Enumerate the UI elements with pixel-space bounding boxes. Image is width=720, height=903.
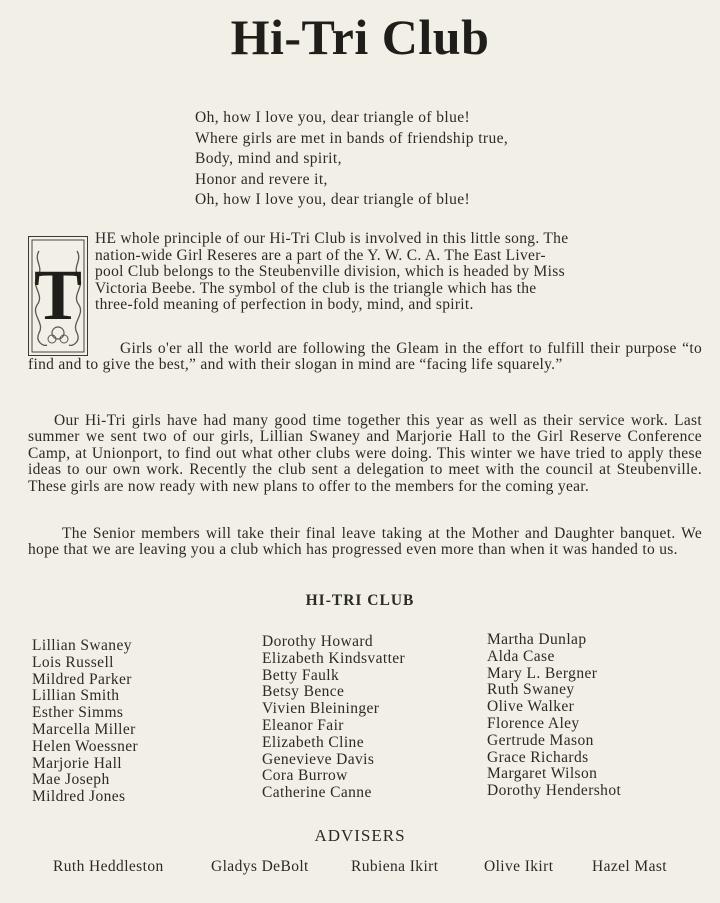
paragraph-intro: [28, 231, 702, 314]
members-column-3: [487, 632, 621, 800]
paragraph-gleam: Girls o'er all the world are following the Gleam in the effort to fulfill their purpose “to find and to give the best,” and with their slogan in mind are “facing life squarely.”: [28, 339, 702, 374]
poem-line: Oh, how I love you, dear triangle of blue!: [195, 109, 471, 126]
member-name: Elizabeth Cline: [262, 733, 364, 751]
paragraph-farewell: The Senior members will take their final leave taking at the Mother and Daughter banquet. We hope that we are leaving you a club which has progressed even more than when it was handed to us.: [28, 524, 702, 559]
member-name: Lillian Smith: [32, 687, 120, 705]
member-name: Mae Joseph: [32, 771, 110, 789]
member-name: Dorothy Howard: [262, 633, 374, 650]
adviser-name: Gladys DeBolt: [211, 858, 309, 875]
adviser-name: Rubiena Ikirt: [351, 858, 439, 875]
member-name: Grace Richards: [487, 748, 589, 766]
text-line: pool Club belongs to the Steubenville division, which is headed by Miss: [95, 263, 565, 281]
member-name: Betsy Bence: [262, 683, 345, 701]
poem-line: Where girls are met in bands of friendship true,: [195, 129, 509, 147]
member-name: Mildred Parker: [32, 670, 132, 688]
member-name: Mildred Jones: [32, 788, 126, 806]
members-column-2: [262, 634, 405, 802]
member-name: Marjorie Hall: [32, 754, 122, 772]
member-name: Eleanor Fair: [262, 716, 344, 734]
member-name: Lois Russell: [32, 653, 114, 671]
member-name: Catherine Canne: [262, 784, 372, 802]
member-name: Cora Burrow: [262, 767, 348, 785]
text-line: Victoria Beebe. The symbol of the club is the triangle which has the: [95, 279, 537, 297]
member-name: Margaret Wilson: [487, 765, 598, 783]
member-name: Betty Faulk: [262, 666, 340, 684]
member-name: Florence Aley: [487, 714, 580, 732]
poem-line: Honor and revere it,: [195, 170, 328, 188]
member-name: Genevieve Davis: [262, 750, 375, 768]
member-name: Alda Case: [487, 647, 555, 665]
members-column-1: [32, 638, 138, 806]
text-line: HE whole principle of our Hi-Tri Club is involved in this little song. The: [95, 230, 569, 247]
adviser-name: Olive Ikirt: [484, 858, 554, 875]
poem-line: Body, mind and spirit,: [195, 150, 342, 168]
adviser-name: Hazel Mast: [592, 858, 668, 875]
member-name: Martha Dunlap: [487, 631, 587, 648]
dropcap-letter: T: [33, 255, 83, 335]
advisers-heading: ADVISERS: [314, 826, 406, 845]
member-name: Helen Woessner: [32, 737, 139, 755]
member-name: Marcella Miller: [32, 720, 136, 738]
member-name: Mary L. Bergner: [487, 664, 598, 682]
poem-line: Oh, how I love you, dear triangle of blue!: [195, 191, 471, 209]
member-name: Esther Simms: [32, 704, 124, 722]
paragraph-activities: Our Hi-Tri girls have had many good time together this year as well as their service work. Last summer we sent two of our girls, Lillian Swaney and Marjorie Hall to the Girl Reserve Conference Camp, at Unionport, to find out what other clubs were doing. This winter we have tried to apply these ideas to our own work. Recently the club sent a delegation to meet with the council at Steubenville. These girls are now ready with new plans to offer to the members for the coming year.: [28, 411, 702, 495]
member-name: Gertrude Mason: [487, 731, 594, 749]
adviser-name: Ruth Heddleston: [53, 858, 164, 875]
member-name: Lillian Swaney: [32, 637, 132, 654]
poem: [195, 108, 508, 211]
text-line: nation-wide Girl Reseres are a part of the Y. W. C. A. The East Liver-: [95, 246, 546, 264]
page-title: Hi-Tri Club: [230, 9, 490, 65]
member-name: Elizabeth Kindsvatter: [262, 649, 406, 667]
text-line: three-fold meaning of perfection in body, mind, and spirit.: [95, 296, 474, 314]
member-name: Olive Walker: [487, 698, 575, 716]
member-name: Ruth Swaney: [487, 681, 575, 699]
members-heading: HI-TRI CLUB: [305, 592, 415, 609]
member-name: Vivien Bleininger: [262, 700, 380, 718]
member-name: Dorothy Hendershot: [487, 782, 622, 800]
